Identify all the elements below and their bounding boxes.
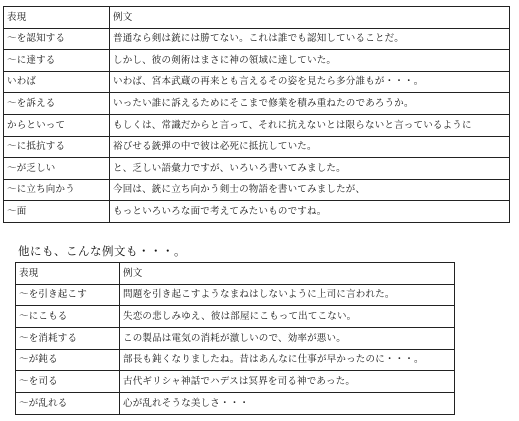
table-row bbox=[16, 349, 455, 371]
expression-cell: ～にこもる bbox=[16, 306, 120, 328]
table-row bbox=[4, 136, 510, 158]
header-expression: 表現 bbox=[4, 7, 110, 29]
example-cell: 失恋の悲しみゆえ、彼は部屋にこもって出てこない。 bbox=[120, 306, 455, 328]
example-cell: もしくは、常識だからと言って、それに抗えないとは限らないと言っているように bbox=[110, 114, 510, 136]
expression-cell: からといって bbox=[4, 114, 110, 136]
table-row bbox=[16, 328, 455, 350]
expression-cell: ～を消耗する bbox=[16, 328, 120, 350]
expression-cell: ～を司る bbox=[16, 371, 120, 393]
example-cell: 普通なら剣は銃には勝てない。これは誰でも認知していることだ。 bbox=[110, 28, 510, 50]
example-cell: 問題を引き起こすようなまねはしないように上司に言われた。 bbox=[120, 284, 455, 306]
table-row bbox=[4, 93, 510, 115]
header-example: 例文 bbox=[120, 263, 455, 285]
example-cell: もっといろいろな面で考えてみたいものですね。 bbox=[110, 201, 510, 223]
example-cell: いったい誰に訴えるためにそこまで修業を積み重ねたのであろうか。 bbox=[110, 93, 510, 115]
table-row bbox=[16, 393, 455, 415]
expression-cell: ～を引き起こす bbox=[16, 284, 120, 306]
table-row bbox=[4, 28, 510, 50]
section-subheading: 他にも、こんな例文も・・・。 bbox=[18, 244, 186, 258]
example-cell: 裕びせる銃弾の中で彼は必死に抵抗していた。 bbox=[110, 136, 510, 158]
table-row bbox=[4, 114, 510, 136]
table-row bbox=[16, 306, 455, 328]
expression-cell: ～面 bbox=[4, 201, 110, 223]
expression-cell: ～を訴える bbox=[4, 93, 110, 115]
table-row bbox=[4, 71, 510, 93]
expression-cell: ～に立ち向かう bbox=[4, 179, 110, 201]
vocabulary-table-main bbox=[3, 6, 510, 223]
table-row bbox=[4, 50, 510, 72]
table-row bbox=[16, 284, 455, 306]
example-cell: 古代ギリシャ神話でハデスは冥界を司る神であった。 bbox=[120, 371, 455, 393]
table-row bbox=[4, 201, 510, 223]
example-cell: 部長も鈍くなりましたね。昔はあんなに仕事が早かったのに・・・。 bbox=[120, 349, 455, 371]
header-expression: 表現 bbox=[16, 263, 120, 285]
expression-cell: ～に達する bbox=[4, 50, 110, 72]
expression-cell: ～が乏しい bbox=[4, 158, 110, 180]
expression-cell: ～が乱れる bbox=[16, 393, 120, 415]
expression-cell: ～を認知する bbox=[4, 28, 110, 50]
vocabulary-table-additional bbox=[15, 262, 455, 415]
table-row bbox=[16, 371, 455, 393]
example-cell: いわば、宮本武蔵の再来とも言えるその姿を見たら多分誰もが・・・。 bbox=[110, 71, 510, 93]
example-cell: 心が乱れそうな美しさ・・・ bbox=[120, 393, 455, 415]
table-row bbox=[4, 158, 510, 180]
table-header-row bbox=[16, 263, 455, 285]
table-row bbox=[4, 179, 510, 201]
example-cell: この製品は電気の消耗が激しいので、効率が悪い。 bbox=[120, 328, 455, 350]
expression-cell: ～に抵抗する bbox=[4, 136, 110, 158]
expression-cell: ～が鈍る bbox=[16, 349, 120, 371]
table-header-row bbox=[4, 7, 510, 29]
example-cell: 今回は、銃に立ち向かう剣士の物語を書いてみましたが、 bbox=[110, 179, 510, 201]
expression-cell: いわば bbox=[4, 71, 110, 93]
example-cell: しかし、彼の剣術はまさに神の領域に達していた。 bbox=[110, 50, 510, 72]
example-cell: と、乏しい語彙力ですが、いろいろ書いてみました。 bbox=[110, 158, 510, 180]
header-example: 例文 bbox=[110, 7, 510, 29]
